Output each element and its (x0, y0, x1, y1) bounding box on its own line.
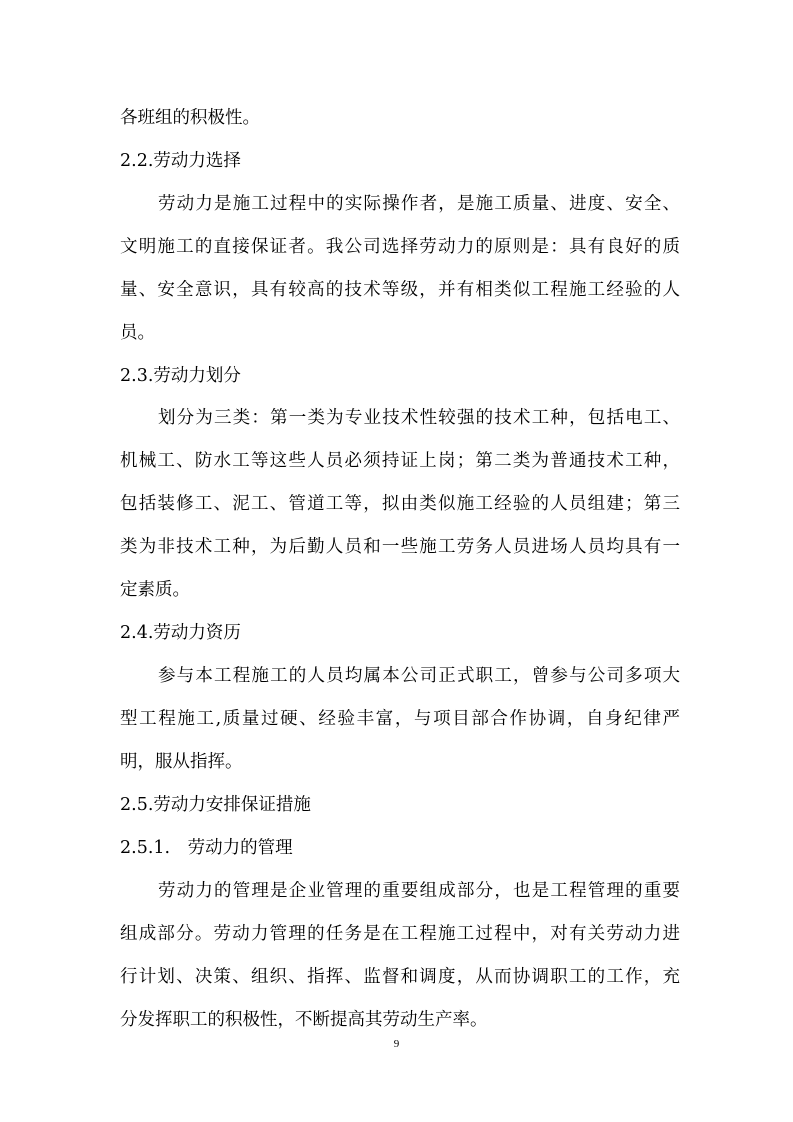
paragraph-line: 包括装修工、泥工、管道工等，拟由类似施工经验的人员组建；第三 (120, 494, 680, 514)
paragraph-line: 各班组的积极性。 (120, 108, 260, 128)
paragraph-line: 型工程施工,质量过硬、经验丰富，与项目部合作协调，自身纪律严 (120, 709, 680, 729)
paragraph-line: 类为非技术工种，为后勤人员和一些施工劳务人员进场人员均具有一 (120, 537, 680, 557)
paragraph-line: 参与本工程施工的人员均属本公司正式职工，曾参与公司多项大 (158, 666, 680, 686)
paragraph-line: 组成部分。劳动力管理的任务是在工程施工过程中，对有关劳动力进 (120, 924, 680, 944)
paragraph-line: 定素质。 (120, 580, 190, 600)
section-heading-2-2: 2.2.劳动力选择 (120, 151, 241, 171)
paragraph-line: 量、安全意识，具有较高的技术等级，并有相类似工程施工经验的人 (120, 280, 680, 300)
paragraph-line: 分发挥职工的积极性，不断提高其劳动生产率。 (120, 1010, 488, 1030)
paragraph-line: 行计划、决策、组织、指挥、监督和调度，从而协调职工的工作，充 (120, 967, 680, 987)
paragraph-line: 文明施工的直接保证者。我公司选择劳动力的原则是：具有良好的质 (120, 237, 680, 257)
paragraph-line: 划分为三类：第一类为专业技术性较强的技术工种，包括电工、 (158, 408, 680, 428)
paragraph-line: 明，服从指挥。 (120, 752, 243, 772)
section-heading-2-5: 2.5.劳动力安排保证措施 (120, 795, 311, 815)
paragraph-line: 劳动力的管理是企业管理的重要组成部分，也是工程管理的重要 (158, 881, 680, 901)
paragraph-line: 员。 (120, 323, 155, 343)
section-heading-2-4: 2.4.劳动力资历 (120, 623, 241, 643)
section-heading-2-5-1: 2.5.1. 劳动力的管理 (120, 838, 293, 858)
paragraph-line: 劳动力是施工过程中的实际操作者，是施工质量、进度、安全、 (158, 194, 680, 214)
paragraph-line: 机械工、防水工等这些人员必须持证上岗；第二类为普通技术工种， (120, 451, 680, 471)
section-heading-2-3: 2.3.劳动力划分 (120, 366, 241, 386)
page-number: 9 (393, 1038, 400, 1050)
